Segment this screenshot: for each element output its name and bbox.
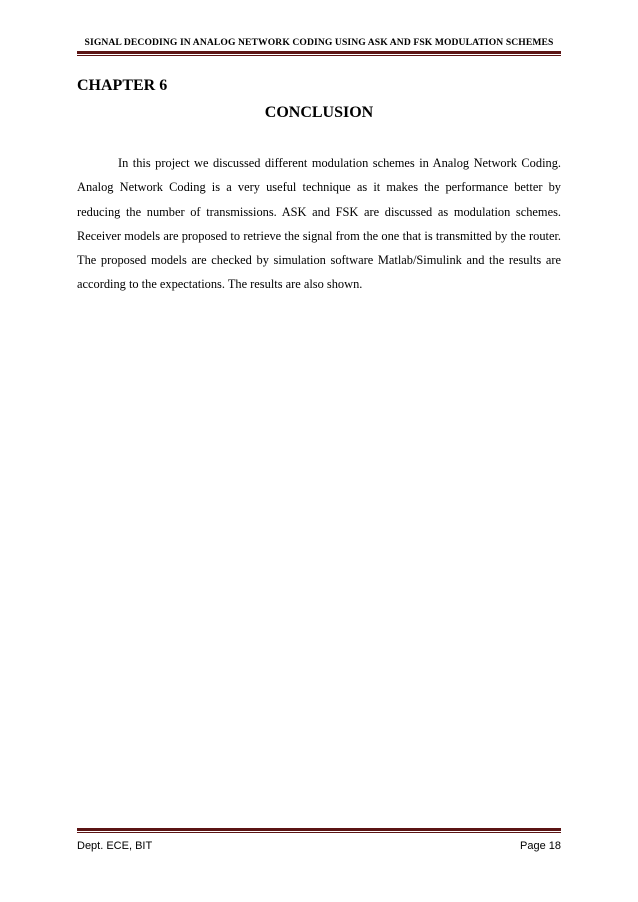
body-paragraph: In this project we discussed different modulation schemes in Analog Network Coding. Analog Network Coding is a very useful technique as it makes the performance better by reducing the number of transmissions. ASK and FSK are discussed as modulation schemes. Receiver models are proposed to retrieve the signal from the one that is transmitted by the router. The proposed models are checked by simulation software Matlab/Simulink and the results are according to the expectations. The results are also shown.: [77, 156, 561, 292]
footer-rule-thick: [77, 828, 561, 831]
footer-page-number: Page 18: [520, 840, 561, 852]
header-rule-thick: [77, 51, 561, 54]
chapter-label: CHAPTER 6: [77, 77, 168, 94]
section-title: CONCLUSION: [264, 104, 374, 121]
header-rule-thin: [77, 55, 561, 56]
footer-rule-thin: [77, 832, 561, 833]
running-header: SIGNAL DECODING IN ANALOG NETWORK CODING USING ASK AND FSK MODULATION SCHEMES: [84, 37, 554, 48]
footer-department: Dept. ECE, BIT: [77, 840, 153, 852]
